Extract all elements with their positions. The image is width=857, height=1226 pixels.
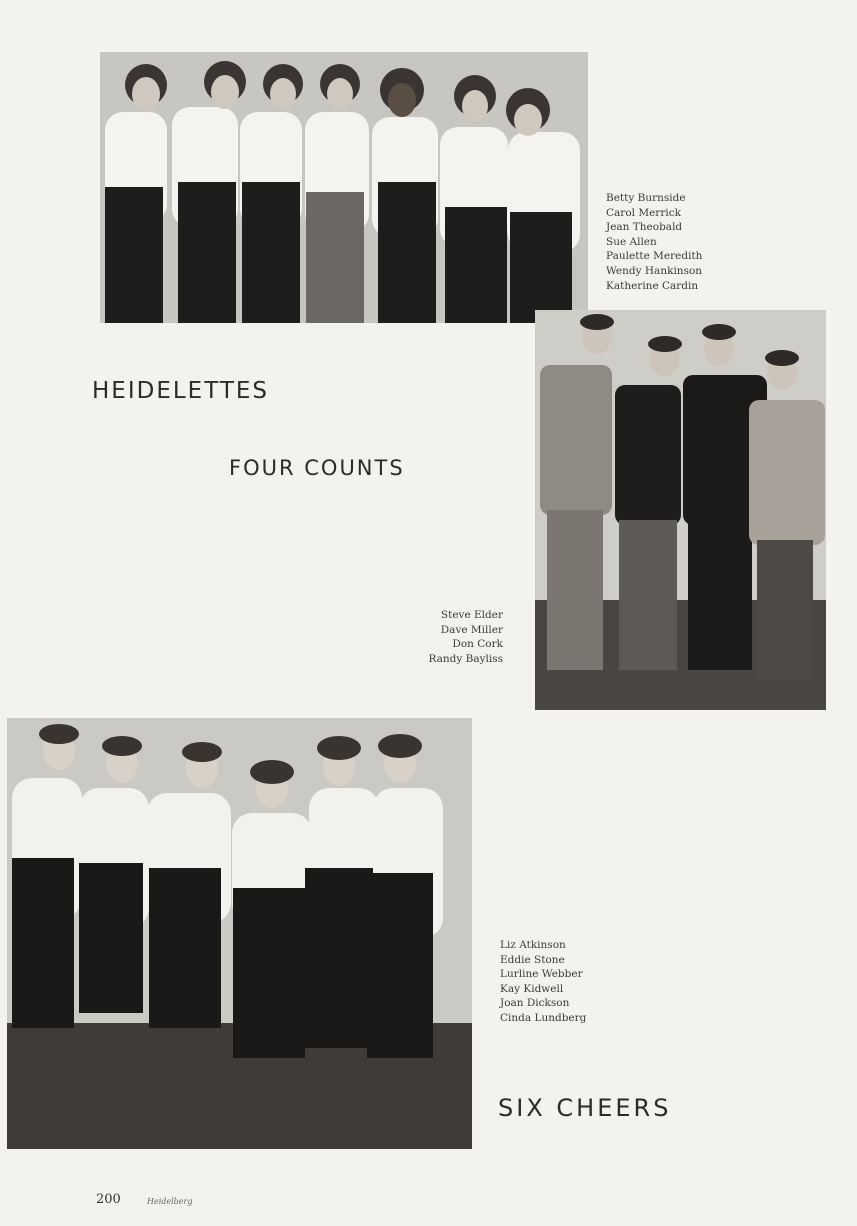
caption-name: Katherine Cardin xyxy=(606,279,699,292)
caption-name: Carol Merrick xyxy=(606,206,681,219)
caption-name: Paulette Meredith xyxy=(606,250,703,263)
four-counts-heading: FOUR COUNTS xyxy=(229,456,405,480)
caption-name: Joan Dickson xyxy=(500,997,570,1010)
page-number: 200 xyxy=(96,1192,121,1207)
caption-name: Kay Kidwell xyxy=(500,982,564,995)
caption-name: Sue Allen xyxy=(606,235,657,248)
running-title: Heidelberg xyxy=(147,1197,193,1206)
caption-name: Eddie Stone xyxy=(500,953,565,966)
heidelettes-photo xyxy=(100,52,588,323)
caption-name: Dave Miller xyxy=(440,623,503,636)
caption-name: Liz Atkinson xyxy=(500,939,566,951)
six-cheers-caption xyxy=(500,938,586,1026)
caption-name: Steve Elder xyxy=(440,609,503,621)
four-counts-caption xyxy=(410,608,503,666)
six-cheers-photo xyxy=(7,718,472,1149)
caption-name: Don Cork xyxy=(452,638,503,651)
caption-name: Lurline Webber xyxy=(500,968,583,981)
caption-name: Randy Bayliss xyxy=(428,652,503,665)
four-counts-photo xyxy=(535,310,826,710)
caption-name: Jean Theobald xyxy=(606,221,683,234)
six-cheers-heading: SIX CHEERS xyxy=(498,1094,672,1122)
caption-name: Wendy Hankinson xyxy=(606,264,703,277)
heidelettes-caption xyxy=(606,191,702,293)
caption-name: Betty Burnside xyxy=(606,192,686,204)
heidelettes-heading: HEIDELETTES xyxy=(92,378,270,404)
caption-name: Cinda Lundberg xyxy=(500,1011,587,1024)
